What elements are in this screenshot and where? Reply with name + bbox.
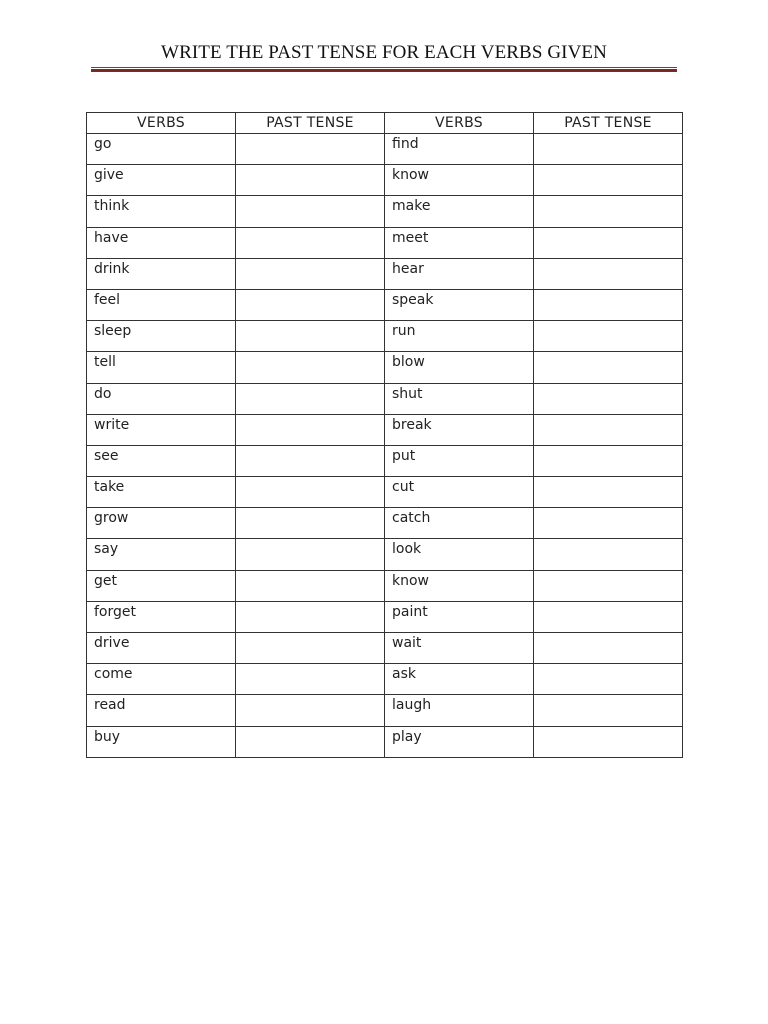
past-tense-answer-cell[interactable]: [236, 352, 385, 383]
past-tense-answer-cell[interactable]: [534, 227, 683, 258]
past-tense-answer-cell[interactable]: [534, 508, 683, 539]
verb-cell: feel: [87, 289, 236, 320]
table-row: [87, 445, 683, 476]
past-tense-answer-cell[interactable]: [534, 601, 683, 632]
verb-cell: wait: [385, 633, 534, 664]
past-tense-answer-cell[interactable]: [236, 134, 385, 165]
past-tense-answer-cell[interactable]: [534, 196, 683, 227]
past-tense-answer-cell[interactable]: [236, 321, 385, 352]
verb-cell: look: [385, 539, 534, 570]
table-row: [87, 321, 683, 352]
verb-cell: come: [87, 664, 236, 695]
header-verbs-right: VERBS: [385, 113, 534, 134]
verb-cell: ask: [385, 664, 534, 695]
verb-cell: laugh: [385, 695, 534, 726]
verb-cell: blow: [385, 352, 534, 383]
past-tense-answer-cell[interactable]: [534, 258, 683, 289]
verb-cell: drink: [87, 258, 236, 289]
verb-cell: read: [87, 695, 236, 726]
table-row: [87, 570, 683, 601]
table-row: [87, 227, 683, 258]
table-row: [87, 695, 683, 726]
table-row: [87, 633, 683, 664]
verbs-table: [86, 112, 683, 758]
verb-cell: do: [87, 383, 236, 414]
past-tense-answer-cell[interactable]: [534, 633, 683, 664]
verb-cell: cut: [385, 477, 534, 508]
past-tense-answer-cell[interactable]: [236, 508, 385, 539]
past-tense-answer-cell[interactable]: [236, 539, 385, 570]
table-row: [87, 664, 683, 695]
past-tense-answer-cell[interactable]: [534, 352, 683, 383]
verb-cell: forget: [87, 601, 236, 632]
verb-cell: paint: [385, 601, 534, 632]
table-row: [87, 383, 683, 414]
verb-cell: put: [385, 445, 534, 476]
verb-cell: know: [385, 165, 534, 196]
verb-cell: say: [87, 539, 236, 570]
past-tense-answer-cell[interactable]: [236, 570, 385, 601]
past-tense-answer-cell[interactable]: [534, 726, 683, 757]
header-verbs-left: VERBS: [87, 113, 236, 134]
past-tense-answer-cell[interactable]: [236, 477, 385, 508]
table-row: [87, 134, 683, 165]
past-tense-answer-cell[interactable]: [236, 383, 385, 414]
past-tense-answer-cell[interactable]: [534, 134, 683, 165]
header-past-tense-right: PAST TENSE: [534, 113, 683, 134]
verb-cell: run: [385, 321, 534, 352]
table-row: [87, 165, 683, 196]
past-tense-answer-cell[interactable]: [236, 726, 385, 757]
past-tense-answer-cell[interactable]: [534, 477, 683, 508]
verb-cell: make: [385, 196, 534, 227]
past-tense-answer-cell[interactable]: [236, 414, 385, 445]
verb-cell: get: [87, 570, 236, 601]
past-tense-answer-cell[interactable]: [534, 414, 683, 445]
table-header-row: [87, 113, 683, 134]
verb-cell: shut: [385, 383, 534, 414]
verb-cell: drive: [87, 633, 236, 664]
table-row: [87, 352, 683, 383]
verb-cell: have: [87, 227, 236, 258]
verb-cell: break: [385, 414, 534, 445]
past-tense-answer-cell[interactable]: [534, 383, 683, 414]
table-row: [87, 601, 683, 632]
past-tense-answer-cell[interactable]: [534, 664, 683, 695]
past-tense-answer-cell[interactable]: [236, 601, 385, 632]
page-title: WRITE THE PAST TENSE FOR EACH VERBS GIVEN: [161, 42, 607, 63]
verb-cell: buy: [87, 726, 236, 757]
verb-cell: write: [87, 414, 236, 445]
past-tense-answer-cell[interactable]: [236, 258, 385, 289]
past-tense-answer-cell[interactable]: [236, 289, 385, 320]
verb-cell: think: [87, 196, 236, 227]
verb-cell: go: [87, 134, 236, 165]
title-underline-thin: [91, 67, 677, 68]
table-body: [87, 134, 683, 758]
past-tense-answer-cell[interactable]: [534, 445, 683, 476]
table-row: [87, 196, 683, 227]
past-tense-answer-cell[interactable]: [236, 196, 385, 227]
verb-cell: find: [385, 134, 534, 165]
table-row: [87, 726, 683, 757]
table-row: [87, 414, 683, 445]
table-row: [87, 477, 683, 508]
table-row: [87, 508, 683, 539]
past-tense-answer-cell[interactable]: [236, 695, 385, 726]
verb-cell: play: [385, 726, 534, 757]
verb-cell: sleep: [87, 321, 236, 352]
table-row: [87, 539, 683, 570]
verb-cell: grow: [87, 508, 236, 539]
verb-cell: know: [385, 570, 534, 601]
verb-cell: hear: [385, 258, 534, 289]
past-tense-answer-cell[interactable]: [236, 445, 385, 476]
verb-cell: tell: [87, 352, 236, 383]
verb-cell: take: [87, 477, 236, 508]
past-tense-answer-cell[interactable]: [534, 570, 683, 601]
past-tense-answer-cell[interactable]: [236, 227, 385, 258]
table-row: [87, 258, 683, 289]
verb-cell: catch: [385, 508, 534, 539]
past-tense-answer-cell[interactable]: [534, 321, 683, 352]
past-tense-answer-cell[interactable]: [236, 633, 385, 664]
past-tense-answer-cell[interactable]: [236, 664, 385, 695]
table-row: [87, 289, 683, 320]
past-tense-answer-cell[interactable]: [534, 539, 683, 570]
past-tense-answer-cell[interactable]: [534, 165, 683, 196]
header-past-tense-left: PAST TENSE: [236, 113, 385, 134]
past-tense-answer-cell[interactable]: [534, 289, 683, 320]
verb-cell: speak: [385, 289, 534, 320]
past-tense-answer-cell[interactable]: [534, 695, 683, 726]
verb-cell: see: [87, 445, 236, 476]
verb-cell: give: [87, 165, 236, 196]
title-underline-thick: [91, 69, 677, 72]
past-tense-answer-cell[interactable]: [236, 165, 385, 196]
verb-cell: meet: [385, 227, 534, 258]
